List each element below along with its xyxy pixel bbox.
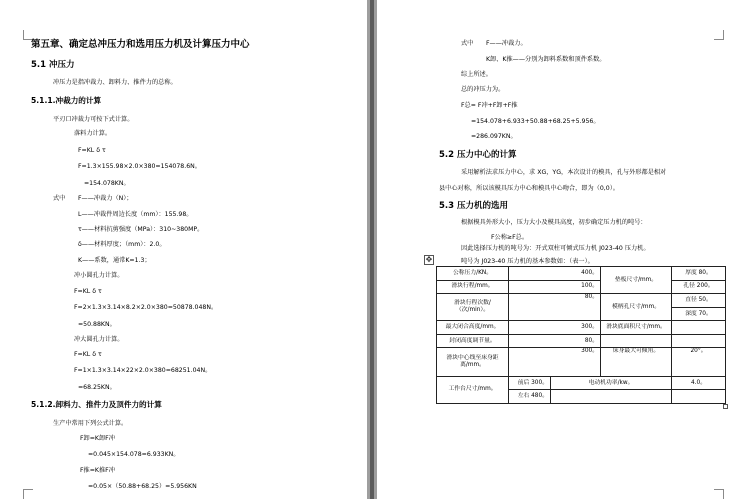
- table-cell[interactable]: 300。: [509, 348, 601, 376]
- table-cell[interactable]: [672, 321, 726, 335]
- formula-note[interactable]: K卸、K推——分别为卸料系数和顶件系数。: [486, 56, 606, 63]
- paragraph[interactable]: 总的冲压力为。: [461, 86, 505, 93]
- formula[interactable]: F=2×1.3×3.14×8.2×2.0×380=50878.048N。: [74, 304, 218, 311]
- paragraph[interactable]: 吨号为 J023-40 压力机的基本参数如：（表一）。: [461, 258, 594, 265]
- paragraph[interactable]: 生产中常用下列公式计算。: [53, 420, 128, 427]
- table-cell[interactable]: 4.0。: [672, 376, 726, 390]
- table-cell[interactable]: 深度 70。: [672, 307, 726, 321]
- formula-note[interactable]: δ——材料厚度；（mm）：2.0。: [78, 241, 166, 248]
- table-cell[interactable]: 前后 300。: [509, 376, 551, 390]
- document-page-right: [377, 0, 739, 499]
- formula[interactable]: F总= F冲+F卸+F推: [461, 102, 518, 109]
- paragraph[interactable]: 冲小圆孔力计算。: [74, 272, 124, 279]
- table-cell[interactable]: 垫板尺寸/mm。: [601, 267, 672, 294]
- table-cell[interactable]: 直径 50。: [672, 294, 726, 308]
- table-row: [437, 280, 726, 294]
- heading-5-1-2[interactable]: 5.1.2.卸料力、推件力及顶件力的计算: [31, 400, 162, 409]
- table-cell[interactable]: 孔径 200。: [672, 280, 726, 294]
- paragraph[interactable]: 采用解析法求压力中心，求 XG，YG，本次设计的模具，孔与外形都是相对: [461, 169, 667, 176]
- table-cell[interactable]: 滑块行程/mm。: [437, 280, 509, 294]
- table-cell[interactable]: 左右 480。: [509, 390, 551, 404]
- formula[interactable]: F=KL δ τ: [74, 288, 102, 295]
- table-cell[interactable]: 公称压力/KN。: [437, 267, 509, 281]
- formula[interactable]: =286.097KN。: [471, 133, 517, 140]
- paragraph[interactable]: 冲大圆孔力计算。: [74, 336, 124, 343]
- where-label[interactable]: 式中: [53, 195, 66, 202]
- table-cell[interactable]: 滑块中心线至床身距离/mm。: [437, 348, 509, 376]
- table-cell[interactable]: 床身最大可倾角。: [601, 348, 672, 376]
- table-cell[interactable]: 100。: [509, 280, 601, 294]
- table-cell[interactable]: 80。: [509, 334, 601, 348]
- formula[interactable]: F=1.3×155.98×2.0×380=154078.6N。: [78, 163, 201, 170]
- page-margin-corner: [714, 30, 724, 40]
- table-cell[interactable]: 模柄孔尺寸/mm。: [601, 294, 672, 321]
- table-cell[interactable]: [672, 390, 726, 404]
- table-cell[interactable]: 400。: [509, 267, 601, 281]
- chapter-title[interactable]: 第五章、确定总冲压力和选用压力机及计算压力中心: [31, 39, 250, 50]
- table-cell[interactable]: 80。: [509, 294, 601, 321]
- formula[interactable]: F=1×1.3×3.14×22×2.0×380=68251.04N。: [74, 367, 212, 374]
- formula[interactable]: F=KL δ τ: [78, 147, 106, 154]
- table-cell[interactable]: [672, 334, 726, 348]
- formula[interactable]: F推=K推F冲: [80, 467, 115, 474]
- formula[interactable]: =154.078+6.933+50.88+68.25+5.956。: [471, 118, 600, 125]
- formula[interactable]: F=KL δ τ: [74, 351, 102, 358]
- formula[interactable]: =0.05×（50.88+68.25）=5.956KN: [88, 483, 197, 490]
- table-cell[interactable]: 电动机功率/kw。: [551, 376, 672, 390]
- table-row: [437, 294, 726, 308]
- formula[interactable]: =0.045×154.078=6.933KN。: [88, 451, 180, 458]
- table-row: [437, 321, 726, 335]
- heading-5-1[interactable]: 5.1 冲压力: [31, 60, 75, 70]
- paragraph[interactable]: 冲压力是指冲裁力、卸料力、推件力的总称。: [53, 79, 177, 86]
- table-cell[interactable]: 300。: [509, 321, 601, 335]
- table-cell[interactable]: 封闭高度调节量。: [437, 334, 509, 348]
- heading-5-3[interactable]: 5.3 压力机的选用: [439, 201, 509, 211]
- document-page-left: [0, 0, 367, 499]
- table-cell[interactable]: 滑块行程次数/（次/min）。: [437, 294, 509, 321]
- page-margin-corner: [23, 489, 33, 499]
- formula-note[interactable]: F——冲裁力。: [486, 40, 527, 47]
- table-cell[interactable]: [551, 390, 672, 404]
- formula[interactable]: F卸=K卸F冲: [80, 435, 115, 442]
- where-label[interactable]: 式中: [461, 40, 474, 47]
- paragraph[interactable]: 根据模具外形大小，压力大小及模具高度，初步确定压力机的吨号：: [461, 219, 647, 226]
- formula-note[interactable]: F——冲裁力（N）；: [78, 195, 133, 202]
- page-gap: [367, 0, 377, 499]
- table-cell[interactable]: 工作台尺寸/mm。: [437, 376, 509, 403]
- move-arrows-icon[interactable]: ✥: [425, 255, 433, 264]
- press-parameters-table: [436, 266, 726, 404]
- formula-note[interactable]: K——系数，通常K=1.3；: [78, 257, 151, 264]
- table-row: [437, 376, 726, 390]
- formula[interactable]: =68.25KN。: [78, 384, 116, 391]
- table-cell[interactable]: 最大闭合高度/mm。: [437, 321, 509, 335]
- table-row: [437, 348, 726, 376]
- paragraph[interactable]: 县中心对称，所以该模具压力中心和模具中心吻合，即为（0,0）。: [439, 185, 619, 192]
- paragraph[interactable]: 因此选择压力机的吨号为：开式双柱可倾式压力机 J023-40 压力机。: [461, 245, 650, 252]
- paragraph[interactable]: 综上所述。: [461, 71, 492, 78]
- table-cell[interactable]: 20°。: [672, 348, 726, 376]
- heading-5-1-1[interactable]: 5.1.1.冲裁力的计算: [31, 96, 102, 105]
- heading-5-2[interactable]: 5.2 压力中心的计算: [439, 150, 517, 160]
- table-row: [437, 267, 726, 281]
- formula-note[interactable]: τ——材料抗剪强度（MPa）：310~380MP。: [78, 226, 204, 233]
- table-resize-handle[interactable]: [723, 404, 728, 409]
- paragraph[interactable]: 落料力计算。: [74, 130, 112, 137]
- table-cell[interactable]: 厚度 80。: [672, 267, 726, 281]
- formula-note[interactable]: L——冲裁件周边长度（mm）：155.98。: [78, 211, 193, 218]
- formula[interactable]: =50.88KN。: [78, 321, 116, 328]
- formula[interactable]: F公称≥F总。: [491, 234, 529, 241]
- formula[interactable]: =154.078KN。: [84, 180, 130, 187]
- table-cell[interactable]: [601, 334, 672, 348]
- paragraph[interactable]: 平刃口冲裁力可按下式计算。: [53, 116, 134, 123]
- table-row: [437, 334, 726, 348]
- page-margin-corner: [714, 489, 724, 499]
- table-cell[interactable]: 滑块底面积尺寸/mm。: [601, 321, 672, 335]
